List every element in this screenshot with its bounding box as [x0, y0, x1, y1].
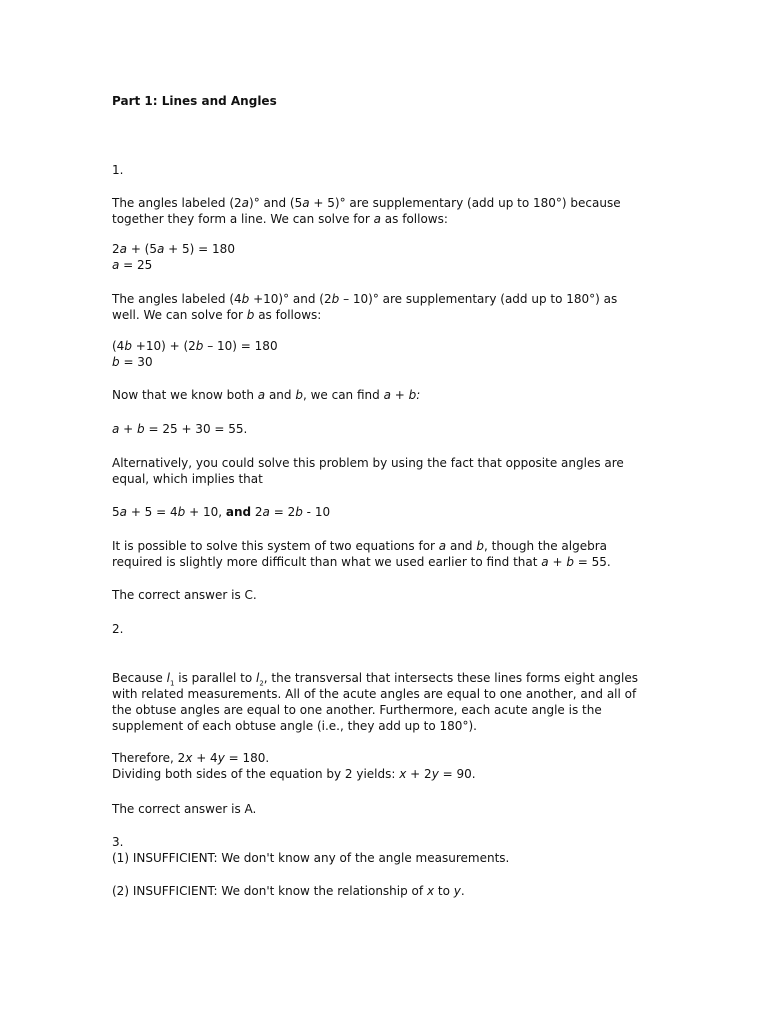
question-2-line-2: Dividing both sides of the equation by 2 yields: x + 2y = 90.	[112, 767, 476, 781]
question-1-equation-2: a = 25	[112, 258, 153, 272]
question-3-statement-2: (2) INSUFFICIENT: We don't know the relationship of x to y.	[112, 884, 465, 898]
question-3-statement-1: (1) INSUFFICIENT: We don't know any of the angle measurements.	[112, 851, 510, 865]
question-1-equation-4: b = 30	[112, 355, 153, 369]
question-1-equation-3: (4b +10) + (2b – 10) = 180	[112, 339, 278, 353]
question-1-paragraph-3: Now that we know both a and b, we can find a + b:	[112, 388, 421, 402]
question-1-paragraph-2: The angles labeled (4b +10)° and (2b – 10)° are supplementary (add up to 180°) as well. We can solve for b as follows:	[112, 292, 618, 322]
question-1-paragraph-4: Alternatively, you could solve this problem by using the fact that opposite angles are equal, which implies that	[112, 456, 624, 486]
question-2-answer: The correct answer is A.	[112, 802, 257, 816]
question-1-equation-5: a + b = 25 + 30 = 55.	[112, 422, 248, 436]
question-1-paragraph-1: The angles labeled (2a)° and (5a + 5)° are supplementary (add up to 180°) because together they form a line. We can solve for a as follows:	[112, 196, 621, 226]
question-2-paragraph-1: Because $l_1$ is parallel to $l_2$, the transversal that intersects these lines forms eight angles with related measurements. All of the acute angles are equal to one another, and all of the obtuse angles are equal to one another. Furthermore, each acute angle is the supplement of each obtuse angle (i.e., they add up to 180°).	[112, 671, 639, 733]
question-1-number: 1.	[112, 163, 124, 177]
question-3-number: 3.	[112, 835, 124, 849]
question-2-number: 2.	[112, 622, 124, 636]
question-1-answer: The correct answer is C.	[112, 588, 257, 602]
question-1-equation-6: 5a + 5 = 4b + 10, and 2a = 2b - 10	[112, 505, 331, 519]
question-2-line-1: Therefore, 2x + 4y = 180.	[112, 751, 270, 765]
question-1-equation-1: 2a + (5a + 5) = 180	[112, 242, 235, 256]
question-1-paragraph-5: It is possible to solve this system of two equations for a and b, though the algebra required is slightly more difficult than what we used earlier to find that a + b = 55.	[112, 539, 611, 569]
page-title: Part 1: Lines and Angles	[112, 94, 277, 108]
